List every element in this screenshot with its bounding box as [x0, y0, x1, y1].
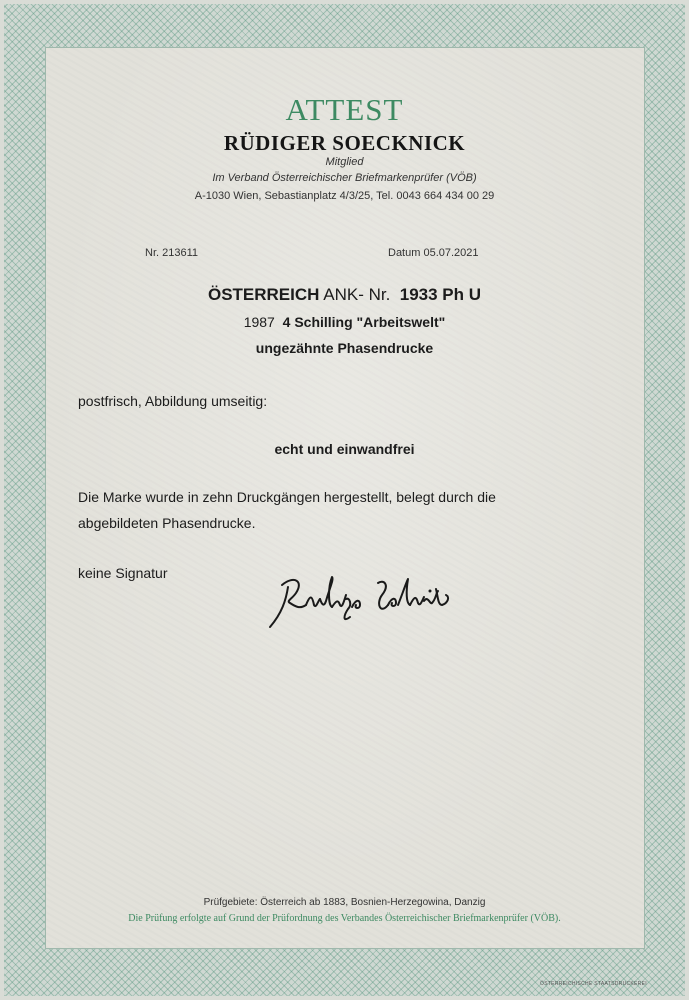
condition-text: postfrisch, Abbildung umseitig: [78, 393, 268, 409]
certificate-date: Datum 05.07.2021 [388, 247, 479, 259]
examiner-name: RÜDIGER SOECKNICK [223, 131, 466, 155]
signature-note: keine Signatur [78, 565, 168, 581]
stamp-variant: ungezähnte Phasendrucke [255, 340, 434, 356]
stamp-year: 1987 [243, 314, 275, 330]
note-line-2: abgebildeten Phasendrucke. [78, 515, 256, 531]
verdict-text: echt und einwandfrei [274, 441, 415, 457]
association-line: Im Verband Österreichischer Briefmarkenprüfer (VÖB) [212, 172, 477, 184]
printer-imprint: ÖSTERREICHISCHE STAATSDRUCKEREI [540, 981, 647, 987]
handwritten-signature [260, 565, 480, 635]
regulation-note: Die Prüfung erfolgte auf Grund der Prüfordnung des Verbandes Österreichischer Briefmarkenprüfer (VÖB). [128, 913, 561, 924]
stamp-description-line [0, 314, 689, 330]
catalog-number: 1933 Ph U [399, 285, 482, 304]
certificate-title: ATTEST [285, 92, 404, 127]
member-label: Mitglied [325, 156, 364, 168]
stamp-description: 4 Schilling "Arbeitswelt" [282, 314, 446, 330]
stamp-identification [0, 285, 689, 305]
catalog-label: ANK- Nr. [323, 285, 391, 304]
note-line-1: Die Marke wurde in zehn Druckgängen hergestellt, belegt durch die [78, 489, 496, 505]
certificate-number: Nr. 213611 [145, 247, 199, 259]
address-line: A-1030 Wien, Sebastianplatz 4/3/25, Tel. 0043 664 434 00 29 [194, 190, 495, 202]
examination-regions: Prüfgebiete: Österreich ab 1883, Bosnien-Herzegowina, Danzig [203, 897, 486, 908]
stamp-country: ÖSTERREICH [207, 285, 320, 304]
